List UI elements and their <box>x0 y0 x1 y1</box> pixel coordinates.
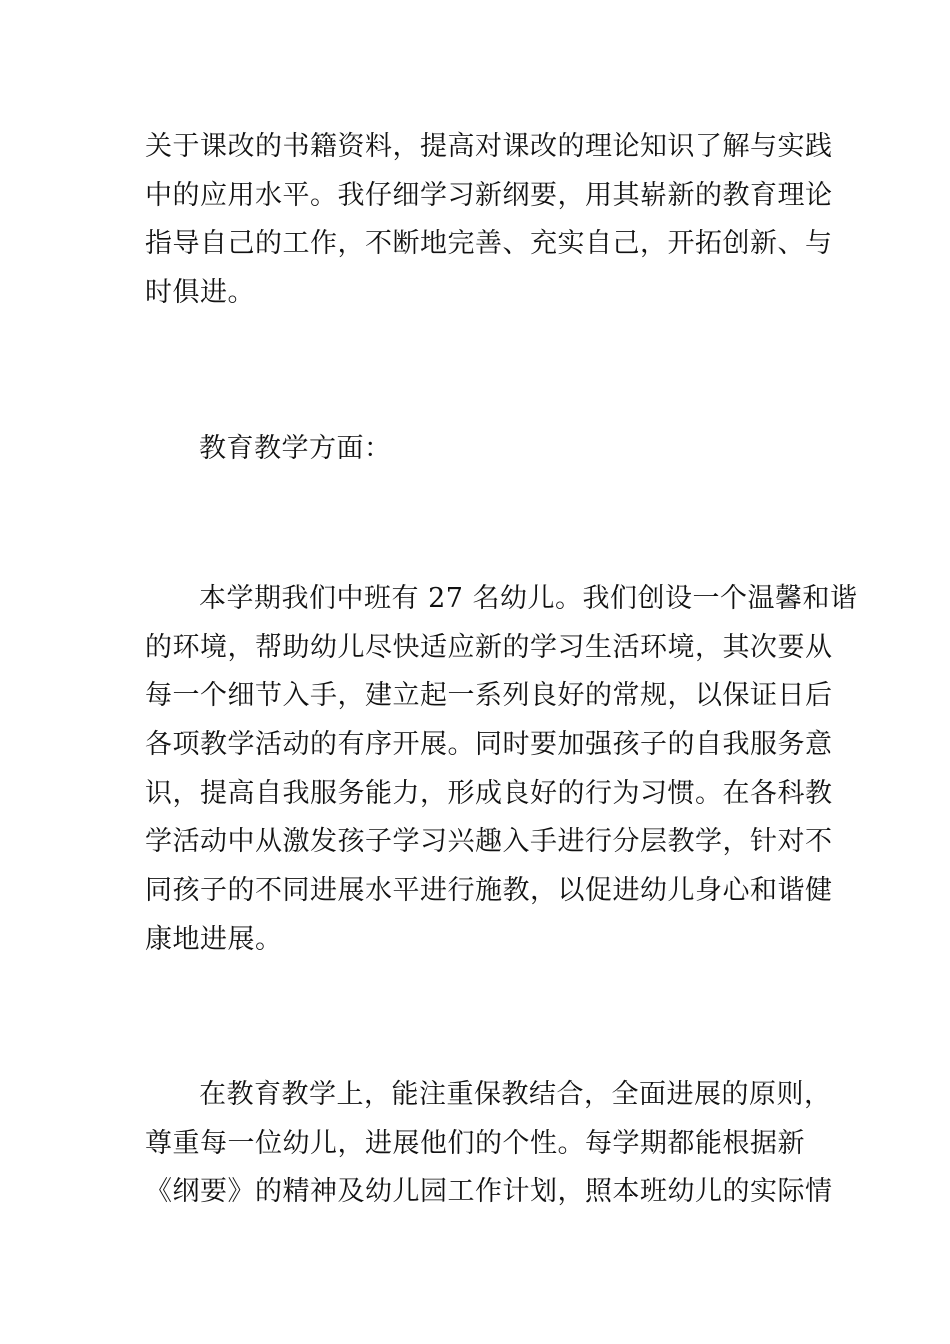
text-line: 《纲要》的精神及幼儿园工作计划，照本班幼儿的实际情 <box>145 1176 833 1208</box>
text-line: 时俱进。 <box>145 277 255 309</box>
text-line: 中的应用水平。我仔细学习新纲要，用其崭新的教育理论 <box>145 179 833 211</box>
text-line: 指导自己的工作，不断地完善、充实自己，开拓创新、与 <box>145 228 833 260</box>
text-line: 尊重每一位幼儿，进展他们的个性。每学期都能根据新 <box>145 1127 805 1159</box>
paragraph-class-overview <box>145 575 858 965</box>
text-line: 本学期我们中班有 27 名幼儿。我们创设一个温馨和谐 <box>199 583 858 614</box>
text-line: 关于课改的书籍资料，提高对课改的理论知识了解与实践 <box>145 131 833 162</box>
heading-text: 教育教学方面： <box>199 433 392 464</box>
paragraph-teaching-principles <box>145 1071 833 1217</box>
text-line: 学活动中从激发孩子学习兴趣入手进行分层教学，针对不 <box>145 826 833 858</box>
section-heading <box>145 425 807 474</box>
text-line: 的环境，帮助幼儿尽快适应新的学习生活环境，其次要从 <box>145 631 833 663</box>
text-line: 识，提高自我服务能力，形成良好的行为习惯。在各科教 <box>145 777 833 809</box>
text-line: 在教育教学上，能注重保教结合，全面进展的原则， <box>199 1079 832 1110</box>
paragraph-course-reform <box>145 123 833 318</box>
text-line: 每一个细节入手，建立起一系列良好的常规，以保证日后 <box>145 680 833 712</box>
text-line: 各项教学活动的有序开展。同时要加强孩子的自我服务意 <box>145 729 833 761</box>
text-line: 康地进展。 <box>145 923 283 955</box>
text-line: 同孩子的不同进展水平进行施教，以促进幼儿身心和谐健 <box>145 875 833 907</box>
